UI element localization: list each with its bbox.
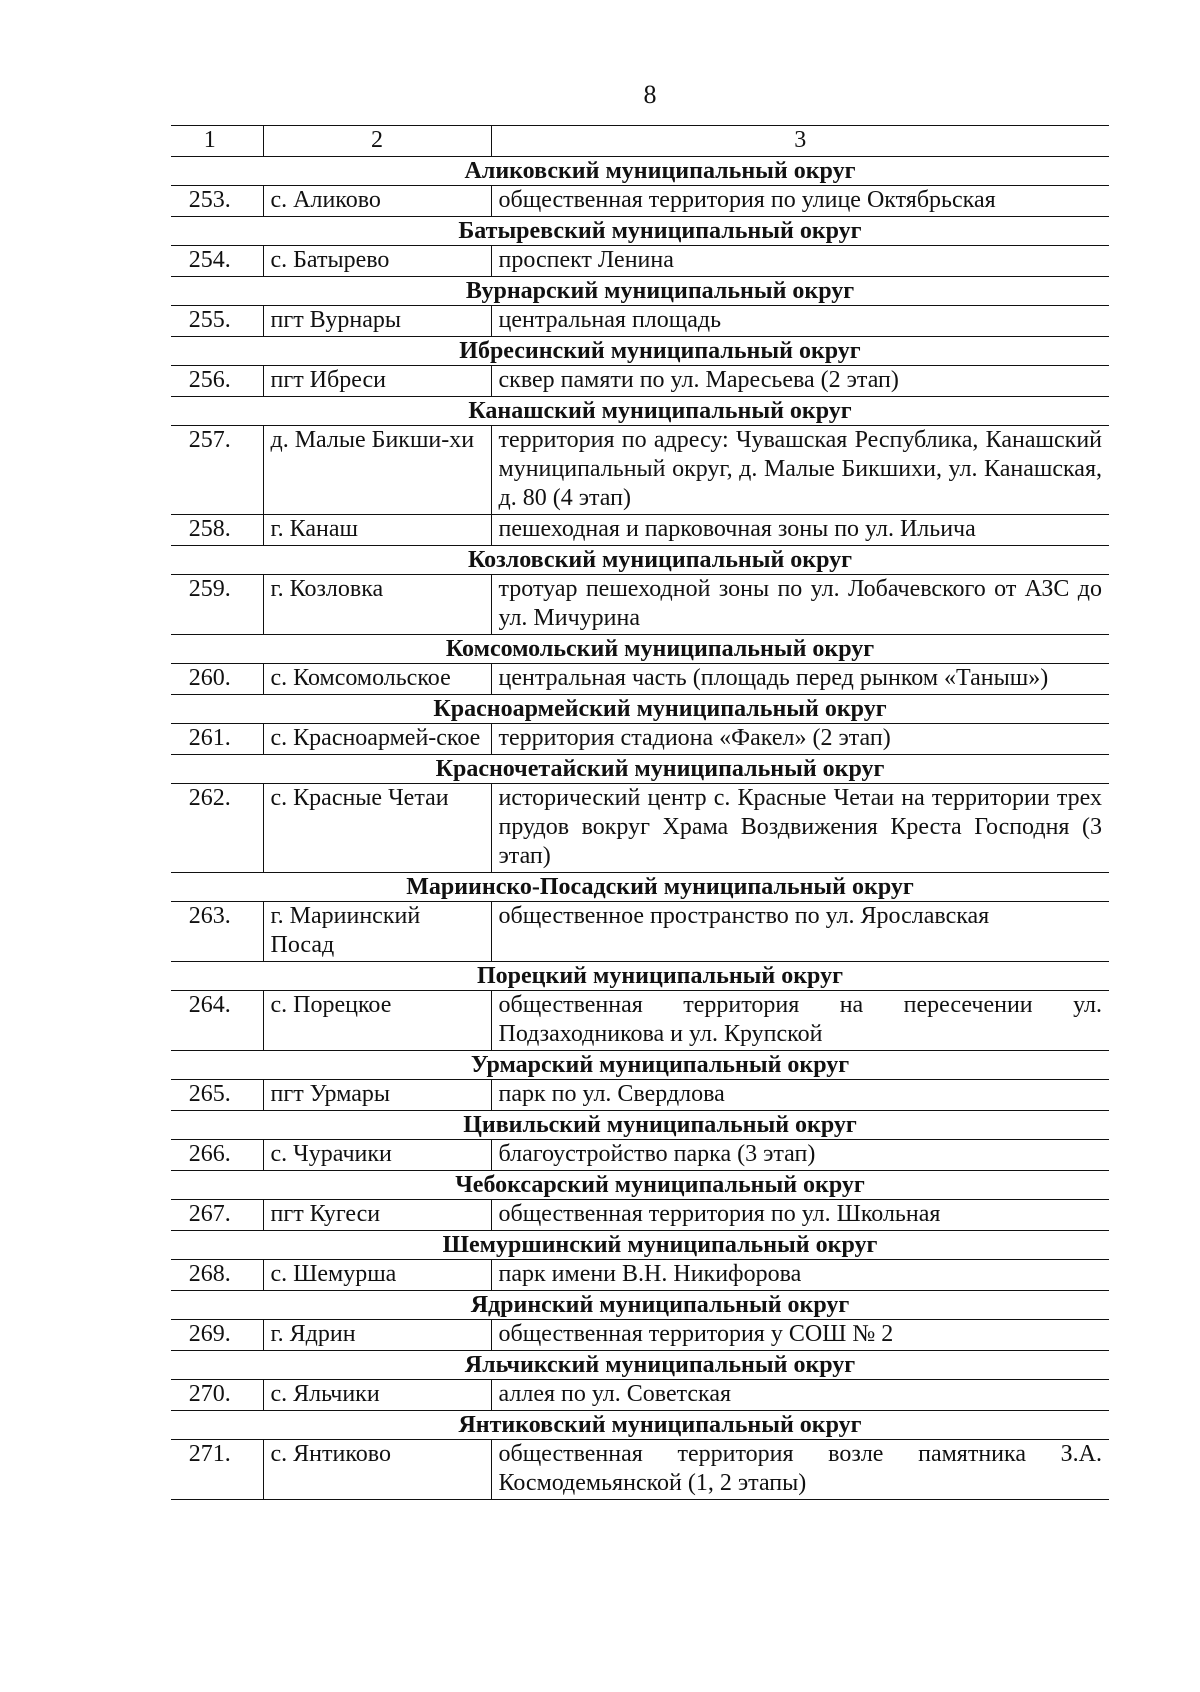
row-place: с. Батырево bbox=[263, 246, 491, 277]
district-name: Чебоксарский муниципальный округ bbox=[171, 1171, 1109, 1200]
table-row bbox=[171, 515, 1109, 546]
district-row bbox=[171, 1111, 1109, 1140]
row-description: проспект Ленина bbox=[491, 246, 1109, 277]
row-description: парк по ул. Свердлова bbox=[491, 1080, 1109, 1111]
row-description: аллея по ул. Советская bbox=[491, 1380, 1109, 1411]
table-row bbox=[171, 366, 1109, 397]
row-number: 268. bbox=[171, 1260, 263, 1291]
table-row bbox=[171, 1380, 1109, 1411]
row-place: с. Комсомольское bbox=[263, 664, 491, 695]
district-row bbox=[171, 546, 1109, 575]
district-row bbox=[171, 1171, 1109, 1200]
district-name: Цивильский муниципальный округ bbox=[171, 1111, 1109, 1140]
row-place: пгт Урмары bbox=[263, 1080, 491, 1111]
district-name: Красночетайский муниципальный округ bbox=[171, 755, 1109, 784]
row-place: д. Малые Бикши-хи bbox=[263, 426, 491, 515]
row-place: с. Янтиково bbox=[263, 1440, 491, 1500]
row-number: 269. bbox=[171, 1320, 263, 1351]
district-name: Канашский муниципальный округ bbox=[171, 397, 1109, 426]
column-header-place: 2 bbox=[263, 126, 491, 157]
table-row bbox=[171, 991, 1109, 1051]
row-description: общественная территория по улице Октябрьская bbox=[491, 186, 1109, 217]
row-number: 256. bbox=[171, 366, 263, 397]
district-name: Комсомольский муниципальный округ bbox=[171, 635, 1109, 664]
district-name: Козловский муниципальный округ bbox=[171, 546, 1109, 575]
district-name: Аликовский муниципальный округ bbox=[171, 157, 1109, 186]
table-row bbox=[171, 306, 1109, 337]
row-number: 254. bbox=[171, 246, 263, 277]
table-row bbox=[171, 1320, 1109, 1351]
district-row bbox=[171, 962, 1109, 991]
row-number: 267. bbox=[171, 1200, 263, 1231]
district-name: Мариинско-Посадский муниципальный округ bbox=[171, 873, 1109, 902]
row-description: территория стадиона «Факел» (2 этап) bbox=[491, 724, 1109, 755]
row-description: общественная территория на пересечении ул. Подзаходникова и ул. Крупской bbox=[491, 991, 1109, 1051]
district-row bbox=[171, 1231, 1109, 1260]
district-name: Ядринский муниципальный округ bbox=[171, 1291, 1109, 1320]
row-place: пгт Кугеси bbox=[263, 1200, 491, 1231]
row-description: общественная территория возле памятника З.А. Космодемьянской (1, 2 этапы) bbox=[491, 1440, 1109, 1500]
row-number: 270. bbox=[171, 1380, 263, 1411]
district-name: Батыревский муниципальный округ bbox=[171, 217, 1109, 246]
district-name: Ибресинский муниципальный округ bbox=[171, 337, 1109, 366]
column-header-number: 1 bbox=[171, 126, 263, 157]
row-description: общественное пространство по ул. Ярославская bbox=[491, 902, 1109, 962]
table-row bbox=[171, 784, 1109, 873]
row-number: 262. bbox=[171, 784, 263, 873]
row-description: пешеходная и парковочная зоны по ул. Ильича bbox=[491, 515, 1109, 546]
row-place: с. Порецкое bbox=[263, 991, 491, 1051]
table-row bbox=[171, 724, 1109, 755]
district-row bbox=[171, 1051, 1109, 1080]
district-row bbox=[171, 397, 1109, 426]
row-place: с. Аликово bbox=[263, 186, 491, 217]
district-row bbox=[171, 1291, 1109, 1320]
row-place: с. Красноармей-ское bbox=[263, 724, 491, 755]
table-row bbox=[171, 1140, 1109, 1171]
table-row bbox=[171, 1260, 1109, 1291]
district-name: Яльчикский муниципальный округ bbox=[171, 1351, 1109, 1380]
district-name: Янтиковский муниципальный округ bbox=[171, 1411, 1109, 1440]
page-number: 8 bbox=[643, 80, 657, 109]
row-place: с. Яльчики bbox=[263, 1380, 491, 1411]
district-row bbox=[171, 755, 1109, 784]
district-name: Шемуршинский муниципальный округ bbox=[171, 1231, 1109, 1260]
district-row bbox=[171, 695, 1109, 724]
district-row bbox=[171, 337, 1109, 366]
row-place: пгт Вурнары bbox=[263, 306, 491, 337]
district-row bbox=[171, 873, 1109, 902]
row-description: сквер памяти по ул. Маресьева (2 этап) bbox=[491, 366, 1109, 397]
row-number: 271. bbox=[171, 1440, 263, 1500]
table-row bbox=[171, 186, 1109, 217]
table-row bbox=[171, 1200, 1109, 1231]
district-name: Урмарский муниципальный округ bbox=[171, 1051, 1109, 1080]
table-row bbox=[171, 1440, 1109, 1500]
district-name: Порецкий муниципальный округ bbox=[171, 962, 1109, 991]
table-row bbox=[171, 664, 1109, 695]
district-name: Красноармейский муниципальный округ bbox=[171, 695, 1109, 724]
row-description: парк имени В.Н. Никифорова bbox=[491, 1260, 1109, 1291]
row-description: тротуар пешеходной зоны по ул. Лобачевского от АЗС до ул. Мичурина bbox=[491, 575, 1109, 635]
row-number: 258. bbox=[171, 515, 263, 546]
district-row bbox=[171, 635, 1109, 664]
district-name: Вурнарский муниципальный округ bbox=[171, 277, 1109, 306]
row-number: 261. bbox=[171, 724, 263, 755]
row-number: 264. bbox=[171, 991, 263, 1051]
district-row bbox=[171, 157, 1109, 186]
row-number: 257. bbox=[171, 426, 263, 515]
row-description: территория по адресу: Чувашская Республика, Канашский муниципальный округ, д. Малые Бикшихи, ул. Канашская, д. 80 (4 этап) bbox=[491, 426, 1109, 515]
table-header-row bbox=[171, 126, 1109, 157]
column-header-description: 3 bbox=[491, 126, 1109, 157]
row-number: 263. bbox=[171, 902, 263, 962]
district-row bbox=[171, 277, 1109, 306]
district-row bbox=[171, 217, 1109, 246]
row-description: общественная территория по ул. Школьная bbox=[491, 1200, 1109, 1231]
row-place: с. Красные Четаи bbox=[263, 784, 491, 873]
row-place: г. Ядрин bbox=[263, 1320, 491, 1351]
territories-table bbox=[171, 125, 1109, 1500]
table-row bbox=[171, 246, 1109, 277]
row-number: 253. bbox=[171, 186, 263, 217]
row-number: 255. bbox=[171, 306, 263, 337]
row-number: 260. bbox=[171, 664, 263, 695]
row-place: с. Шемурша bbox=[263, 1260, 491, 1291]
row-place: с. Чурачики bbox=[263, 1140, 491, 1171]
district-row bbox=[171, 1351, 1109, 1380]
row-description: центральная часть (площадь перед рынком «Таныш») bbox=[491, 664, 1109, 695]
row-description: центральная площадь bbox=[491, 306, 1109, 337]
row-number: 259. bbox=[171, 575, 263, 635]
district-row bbox=[171, 1411, 1109, 1440]
table-row bbox=[171, 426, 1109, 515]
table-row bbox=[171, 575, 1109, 635]
table-row bbox=[171, 1080, 1109, 1111]
row-place: г. Канаш bbox=[263, 515, 491, 546]
row-number: 265. bbox=[171, 1080, 263, 1111]
row-number: 266. bbox=[171, 1140, 263, 1171]
row-place: г. Козловка bbox=[263, 575, 491, 635]
row-description: благоустройство парка (3 этап) bbox=[491, 1140, 1109, 1171]
table-row bbox=[171, 902, 1109, 962]
row-description: общественная территория у СОШ № 2 bbox=[491, 1320, 1109, 1351]
row-place: г. Мариинский Посад bbox=[263, 902, 491, 962]
row-place: пгт Ибреси bbox=[263, 366, 491, 397]
row-description: исторический центр с. Красные Четаи на территории трех прудов вокруг Храма Воздвижения Креста Господня (3 этап) bbox=[491, 784, 1109, 873]
